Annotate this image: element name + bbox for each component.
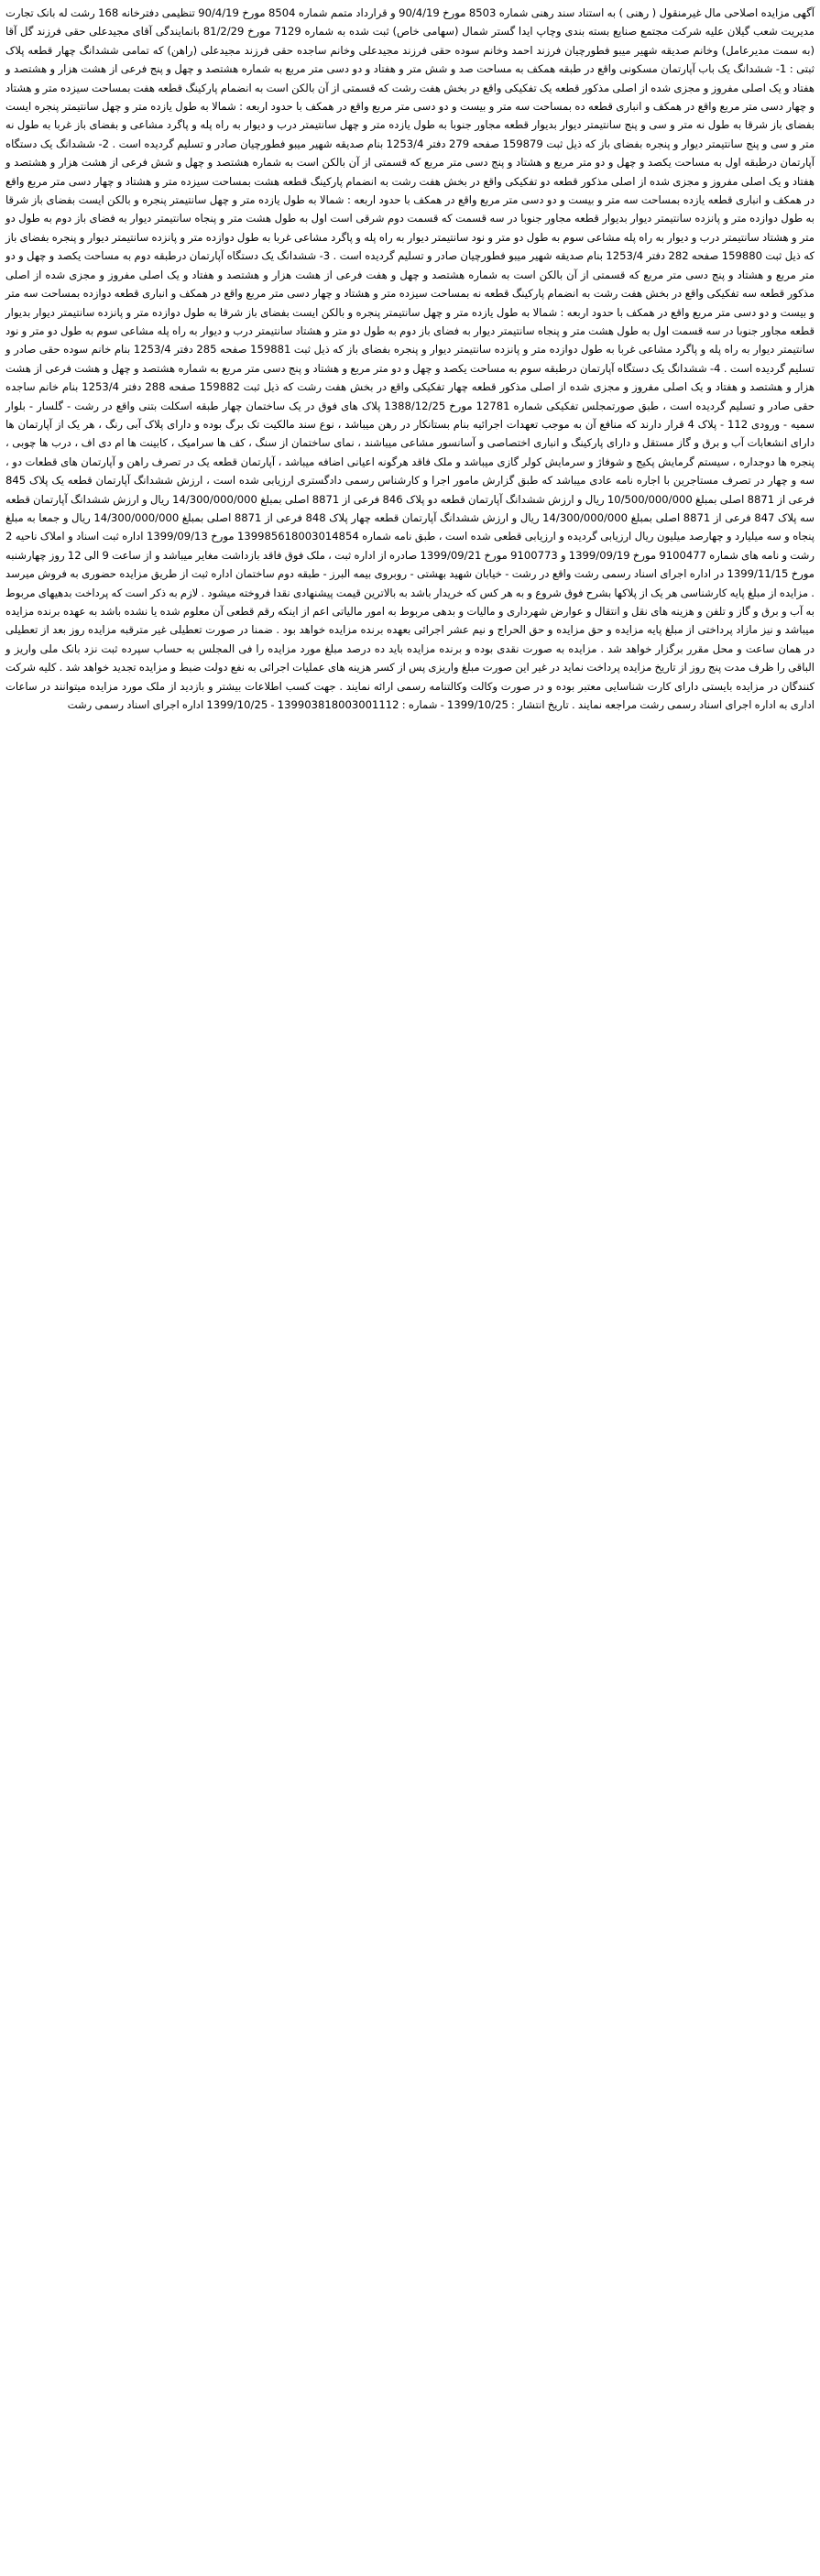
- auction-notice-body: آگهی مزایده اصلاحی مال غیرمنقول ( رهنی ) به استناد سند رهنی شماره 8503 مورخ 90/4/19 و قرارداد متمم شماره 8504 مورخ 90/4/19 تنظیمی دفترخانه 168 رشت له بانک تجارت مدیریت شعب گیلان علیه شرکت مجتمع صنایع بسته بندی وچاپ ایدا گستر شمال (سهامی خاص) ثبت شده به شماره 7129 مورخ 81/2/29 بانمایندگی آقای مجیدعلی حقی فرزند گل آقا (به سمت مدیرعامل) وخانم صدیقه شهیر میبو فطورچیان فرزند احمد وخانم سوده حقی فرزند مجیدعلی وخانم ساجده حقی فرزند مجیدعلی (راهن) که تمامی ششدانگ چهار قطعه پلاک ثبتی : 1- ششدانگ یک باب آپارتمان مسکونی واقع در طبقه همکف به مساحت صد و شش متر و هفتاد و دو دسی متر مربع به شماره هشتصد و چهل و پنج فرعی از هشت هزار و هشتصد و هفتاد و یک اصلی مفروز و مجزی شده از اصلی مذکور قطعه یک تفکیکی واقع در بخش هفت رشت که قسمتی از آن بالکن است به انضمام پارکینگ قطعه هفت بمساحت سیزده متر و هشتاد و چهار دسی متر مربع واقع در همکف و انباری قطعه ده بمساحت سه متر و بیست و دو دسی متر مربع واقع در همکف با حدود اربعه : شمالا به طول یازده متر و چهل سانتیمتر پنجره ایست بفضای باز شرقا به طول نه متر و سی و پنج سانتیمتر دیوار بدیوار قطعه مجاور جنوبا به طول یازده متر و چهل سانتیمتر درب و دیوار به راه پله و پاگرد مشاعی و بفضای باز غربا به طول نه متر و سی و پنج سانتیمتر دیوار و پنجره بفضای باز که ذیل ثبت 159879 صفحه 279 دفتر 1253/4 بنام صدیقه شهیر میبو فطورچیان صادر و تسلیم گردیده است . 2- ششدانگ یک دستگاه آپارتمان درطبقه اول به مساحت یکصد و چهل و دو متر مربع و هشتاد و پنج دسی متر مربع که قسمتی از آن بالکن است به شماره هشتصد و چهل و شش فرعی از هشت هزار و هشتصد و هفتاد و یک اصلی مفروز و مجزی شده از اصلی مذکور قطعه دو تفکیکی واقع در بخش هفت رشت به انضمام پارکینگ قطعه هشت بمساحت سیزده متر و هشتاد و چهار دسی متر مربع واقع در همکف و انباری قطعه یازده بمساحت سه متر و بیست و دو دسی متر مربع واقع در همکف با حدود اربعه : شمالا به طول یازده متر و چهل سانتیمتر پنجره و بالکن ایست بفضای باز شرقا به طول دوازده متر و پانزده سانتیمتر دیوار بدیوار قطعه مجاور جنوبا در سه قسمت که قسمت دوم شرقی است اول به طول هشت متر و پنجاه سانتیمتر دیوار به فضای باز دوم به طول دو متر و هشتاد سانتیمتر درب و دیوار به راه پله مشاعی سوم به طول دو متر و نود سانتیمتر دیوار به راه پله و پاگرد مشاعی غربا به طول دوازده متر و پانزده سانتیمتر دیوار و پنجره بفضای باز که ذیل ثبت 159880 صفحه 282 دفتر 1253/4 بنام صدیقه شهیر میبو فطورچیان صادر و تسلیم گردیده است . 3- ششدانگ یک دستگاه آپارتمان درطبقه دوم به مساحت یکصد و چهل و دو متر مربع و هشتاد و پنج دسی متر مربع که قسمتی از آن بالکن است به شماره هشتصد و چهل و هفت فرعی از هشت هزار و هشتصد و هفتاد و یک اصلی مفروز و مجزی شده از اصلی مذکور قطعه سه تفکیکی واقع در بخش هفت رشت به انضمام پارکینگ قطعه نه بمساحت سیزده متر و هشتاد و چهار دسی متر مربع واقع در همکف و انباری قطعه دوازده بمساحت سه متر و بیست و دو دسی متر مربع واقع در همکف با حدود اربعه : شمالا به طول یازده متر و چهل سانتیمتر پنجره و بالکن ایست بفضای باز شرقا به طول دوازده متر و پانزده سانتیمتر دیوار بدیوار قطعه مجاور جنوبا در سه قسمت اول به طول هشت متر و پنجاه سانتیمتر دیوار به فضای باز دوم به طول دو متر و هشتاد سانتیمتر درب و دیوار به راه پله مشاعی سوم به طول دو متر و نود سانتیمتر دیوار به راه پله و پاگرد مشاعی غربا به طول دوازده متر و پانزده سانتیمتر دیوار و پنجره بفضای باز که ذیل ثبت 159881 صفحه 285 دفتر 1253/4 بنام خانم سوده حقی صادر و تسلیم گردیده است . 4- ششدانگ یک دستگاه آپارتمان درطبقه سوم به مساحت یکصد و چهل و دو متر مربع و هشتاد و پنج دسی متر مربع به شماره هشتصد و چهل و هشت فرعی از هشت هزار و هشتصد و هفتاد و یک اصلی مفروز و مجزی شده از اصلی مذکور قطعه چهار تفکیکی واقع در بخش هفت رشت که ذیل ثبت 159882 صفحه 288 دفتر 1253/4 بنام خانم ساجده حقی صادر و تسلیم گردیده است ، طبق صورتمجلس تفکیکی شماره 12781 مورخ 1388/12/25 پلاک های فوق در یک ساختمان چهار طبقه اسکلت بتنی واقع در رشت - گلسار - بلوار سمیه - ورودی 112 - پلاک 4 قرار دارند که منافع آن به موجب تعهدات اجرائیه بنام بستانکار در رهن میباشد ، نوع سند مالکیت تک برگ بوده و دارای پلاک آبی رنگ ، هر یک از آپارتمان ها دارای انشعابات آب و برق و گاز مستقل و دارای پارکینگ و انباری اختصاصی و آسانسور مشاعی میباشند ، نمای ساختمان از سنگ ، کف ها سرامیک ، کابینت ها ام دی اف ، درب ها چوبی ، پنجره ها دوجداره ، سیستم گرمایش پکیج و شوفاژ و سرمایش کولر گازی میباشد و ملک فاقد هرگونه اعیانی اضافه میباشد ، آپارتمان قطعه یک در تصرف راهن و آپارتمان های قطعات دو ، سه و چهار در تصرف مستاجرین با اجاره نامه عادی میباشد که طبق گزارش مامور اجرا و کارشناس رسمی دادگستری ارزیابی شده است ، ارزش ششدانگ آپارتمان قطعه یک پلاک 845 فرعی از 8871 اصلی بمبلغ 10/500/000/000 ریال و ارزش ششدانگ آپارتمان قطعه دو پلاک 846 فرعی از 8871 اصلی بمبلغ 14/300/000/000 ریال و ارزش ششدانگ آپارتمان قطعه سه پلاک 847 فرعی از 8871 اصلی بمبلغ 14/300/000/000 ریال و ارزش ششدانگ آپارتمان قطعه چهار پلاک 848 فرعی از 8871 اصلی بمبلغ 14/300/000/000 ریال و جمعا به مبلغ پنجاه و سه میلیارد و چهارصد میلیون ریال ارزیابی گردیده و ارزیابی قطعی شده است ، طبق نامه شماره 139985618003014854 مورخ 1399/09/13 اداره ثبت اسناد و املاک ناحیه 2 رشت و نامه های شماره 9100477 مورخ 1399/09/19 و 9100773 مورخ 1399/09/21 صادره از اداره ثبت ، ملک فوق فاقد بازداشت مغایر میباشد و از ساعت 9 الی 12 روز چهارشنبه مورخ 1399/11/15 در اداره اجرای اسناد رسمی رشت واقع در رشت - خیابان شهید بهشتی - روبروی بیمه البرز - طبقه دوم ساختمان اداره ثبت از طریق مزایده حضوری به فروش میرسد . مزایده از مبلغ پایه کارشناسی هر یک از پلاکها بشرح فوق شروع و به هر کس که خریدار باشد به بالاترین قیمت پیشنهادی نقدا فروخته میشود . لازم به ذکر است که پرداخت بدهیهای مربوط به آب و برق و گاز و تلفن و هزینه های نقل و انتقال و عوارض شهرداری و مالیات و بدهی مربوط به امور مالیاتی اعم از اینکه رقم قطعی آن معلوم شده یا نشده باشد به عهده برنده مزایده میباشد و نیز مازاد پرداختی از مبلغ پایه مزایده و حق مزایده و حق الحراج و نیم عشر اجرائی بعهده برنده مزایده خواهد بود . ضمنا در صورت تعطیلی غیر مترقبه مزایده روز بعد از تعطیلی در همان ساعت و محل مقرر برگزار خواهد شد . مزایده به صورت نقدی بوده و برنده مزایده باید ده درصد مبلغ مورد مزایده را فی المجلس به حساب سپرده ثبت نزد بانک ملی واریز و الباقی را ظرف مدت پنج روز از تاریخ مزایده پرداخت نماید در غیر این صورت مبلغ واریزی پس از کسر هزینه های عملیات اجرائی به نفع دولت ضبط و مزایده تجدید خواهد شد . کلیه شرکت کنندگان در مزایده بایستی دارای کارت شناسایی معتبر بوده و در صورت وکالت وکالتنامه رسمی ارائه نمایند . جهت کسب اطلاعات بیشتر و بازدید از ملک مورد مزایده میتوانند در ساعات اداری به اداره اجرای اسناد رسمی رشت مراجعه نمایند . تاریخ انتشار : 1399/10/25 - شماره : 139903818003001112 - 1399/10/25 اداره اجرای اسناد رسمی رشت: [5, 6, 815, 712]
